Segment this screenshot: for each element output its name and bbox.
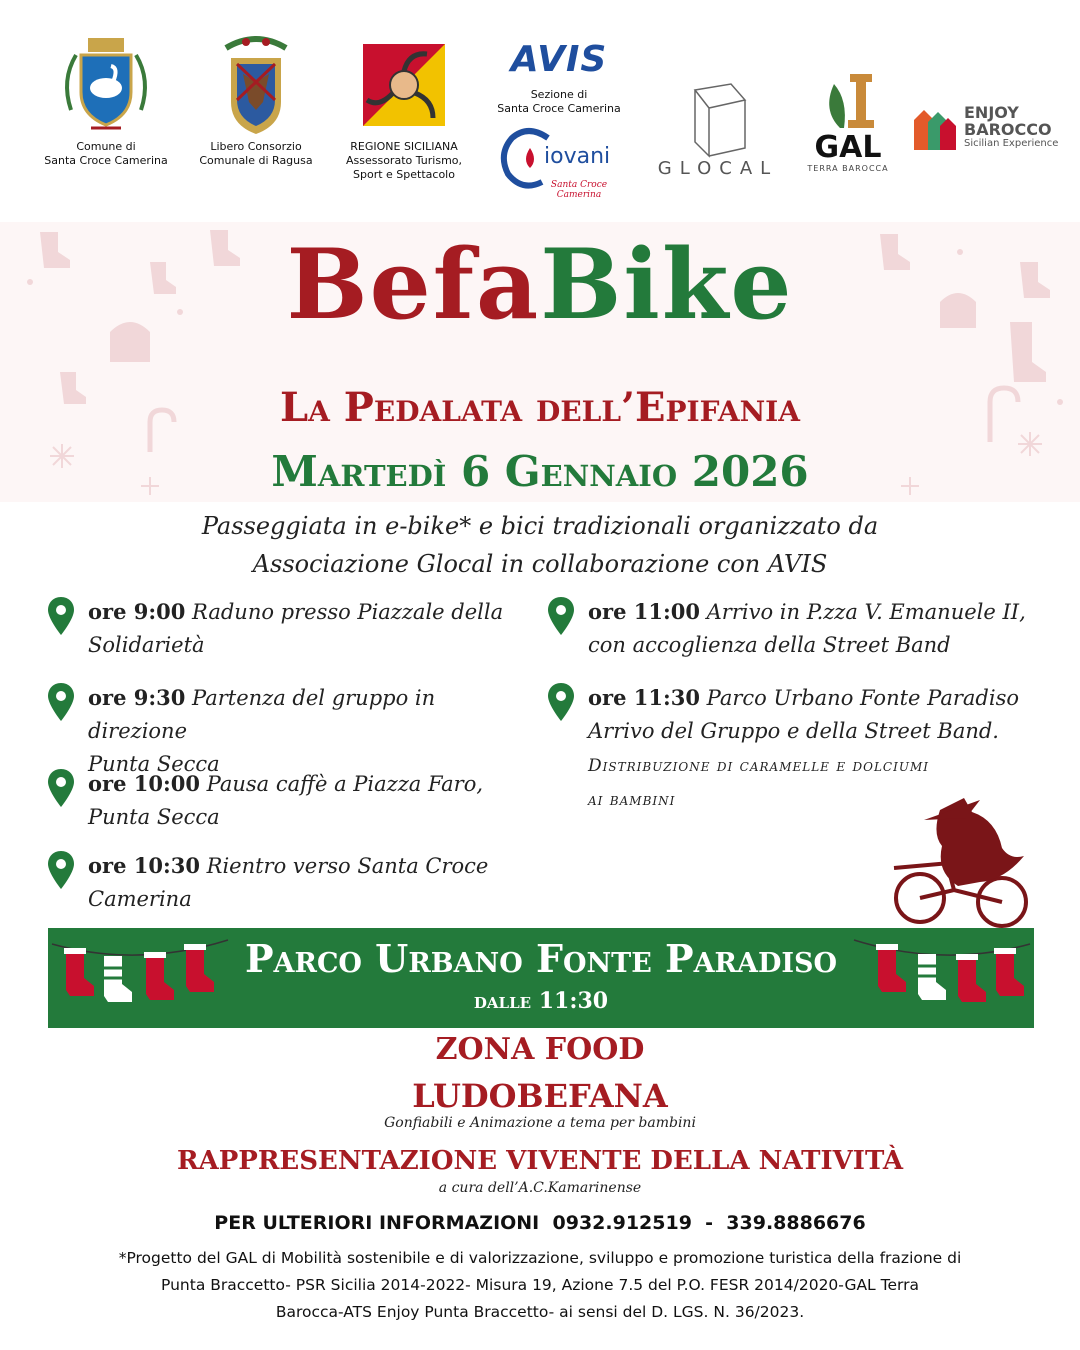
schedule-note: ai bambini — [588, 790, 676, 810]
park-banner — [48, 928, 1034, 1028]
logo-avis — [492, 40, 626, 204]
logo-consorzio — [192, 30, 320, 168]
giovani-logo — [492, 124, 626, 204]
schedule-desc: Pausa caffè a Piazza Faro, — [206, 772, 484, 796]
gal-brand: GAL — [814, 130, 882, 165]
schedule-time: ore 9:00 — [88, 599, 186, 624]
schedule-time: ore 11:30 — [588, 685, 700, 710]
gal-leaf-icon — [818, 70, 878, 132]
contact-label: PER ULTERIORI INFORMAZIONI — [214, 1212, 540, 1234]
schedule-desc: Arrivo in P.zza V. Emanuele II, — [706, 600, 1026, 624]
location-pin-icon — [48, 769, 74, 807]
contact-info — [0, 1212, 1080, 1234]
schedule-time: ore 9:30 — [88, 685, 186, 710]
enjoy-line3: Sicilian Experience — [964, 138, 1059, 149]
banner-subtitle: dalle 11:30 — [473, 988, 609, 1014]
enjoy-line1: ENJOY — [964, 103, 1019, 122]
consorzio-caption-1: Libero Consorzio — [210, 140, 302, 153]
schedule-time: ore 11:00 — [588, 599, 700, 624]
footnote-line-1: *Progetto del GAL di Mobilità sostenibile e di valorizzazione, sviluppo e promozione turistica della frazione di — [118, 1249, 962, 1267]
intro-line-1: Passeggiata in e-bike* e bici tradizionali organizzato da — [201, 512, 879, 540]
title-bike: Bike — [540, 228, 794, 341]
schedule-desc: Solidarietà — [88, 633, 205, 657]
glocal-cube-icon — [683, 80, 753, 160]
comune-caption-2: Santa Croce Camerina — [44, 154, 168, 167]
avis-brand: AVIS — [510, 39, 608, 80]
phone-1: 0932.912519 — [552, 1212, 692, 1234]
schedule-desc: Punta Secca — [88, 752, 220, 776]
zona-food: ZONA FOOD — [435, 1032, 645, 1067]
location-pin-icon — [48, 851, 74, 889]
comune-crest-icon — [51, 30, 161, 140]
logo-comune — [42, 30, 170, 168]
schedule-desc: Arrivo del Gruppo e della Street Band. — [588, 719, 999, 743]
footnote-line-3: Barocca-ATS Enjoy Punta Braccetto- ai sensi del D. LGS. N. 36/2023. — [275, 1303, 805, 1321]
schedule-desc: Partenza del gruppo in direzione — [88, 686, 436, 743]
schedule-item-3 — [88, 767, 538, 834]
nativita-desc: a cura dell’A.C.Kamarinense — [438, 1180, 642, 1196]
nativita: RAPPRESENTAZIONE VIVENTE DELLA NATIVITÀ — [176, 1146, 904, 1176]
avis-caption-2: Santa Croce Camerina — [497, 102, 621, 115]
location-pin-icon — [548, 683, 574, 721]
title-befa: Befa — [286, 228, 541, 341]
gal-sub: TERRA BAROCCA — [807, 164, 889, 173]
banner-title: Parco Urbano Fonte Paradiso — [244, 936, 838, 981]
footnote-line-2: Punta Braccetto- PSR Sicilia 2014-2022- Misura 19, Azione 7.5 del P.O. FESR 2014/2020-GAL Terra — [161, 1276, 919, 1294]
subtitle: La Pedalata dell’Epifania — [280, 384, 800, 431]
schedule-time: ore 10:30 — [88, 853, 200, 878]
logo-gal — [800, 70, 896, 173]
phone-2: 339.8886676 — [726, 1212, 866, 1234]
schedule-item-1 — [88, 595, 538, 662]
location-pin-icon — [48, 683, 74, 721]
schedule-item-4 — [88, 849, 538, 916]
logo-regione — [340, 30, 468, 182]
enjoy-line2: BAROCCO — [964, 120, 1052, 139]
schedule-desc: con accoglienza della Street Band — [588, 633, 951, 657]
intro-text — [0, 507, 1080, 583]
befana-bike-icon — [884, 790, 1034, 930]
schedule-note: Distribuzione di caramelle e dolciumi — [588, 756, 929, 776]
schedule-item-2 — [88, 681, 538, 781]
schedule-desc: Rientro verso Santa Croce — [206, 854, 489, 878]
giovani-text: iovani — [544, 144, 611, 169]
schedule-desc: Camerina — [88, 887, 192, 911]
logo-glocal — [648, 80, 788, 179]
schedule-desc: Parco Urbano Fonte Paradiso — [706, 686, 1019, 710]
giovani-sub: Santa Croce Camerina — [550, 180, 608, 200]
enjoy-barocco-icon — [910, 102, 960, 152]
regione-caption-2: Assessorato Turismo, — [345, 154, 463, 167]
schedule-item-5 — [588, 595, 1058, 662]
ludobefana-desc: Gonfiabili e Animazione a tema per bambini — [384, 1115, 696, 1131]
location-pin-icon — [548, 597, 574, 635]
schedule-desc: Raduno presso Piazzale della — [192, 600, 504, 624]
avis-caption-1: Sezione di — [530, 88, 588, 101]
event-date: Martedì 6 Gennaio 2026 — [271, 447, 809, 496]
schedule-time: ore 10:00 — [88, 771, 200, 796]
intro-line-2: Associazione Glocal in collaborazione con AVIS — [252, 550, 828, 578]
regione-caption-3: Sport e Spettacolo — [353, 168, 455, 181]
main-title — [0, 228, 1080, 341]
consorzio-caption-2: Comunale di Ragusa — [199, 154, 313, 167]
glocal-brand: GLOCAL — [657, 158, 779, 179]
trinacria-icon — [349, 30, 459, 140]
regione-caption-1: REGIONE SICILIANA — [350, 140, 458, 153]
comune-caption-1: Comune di — [76, 140, 136, 153]
footnote — [30, 1245, 1050, 1326]
location-pin-icon — [48, 597, 74, 635]
schedule-desc: Punta Secca — [88, 805, 220, 829]
ludobefana: LUDOBEFANA — [412, 1077, 668, 1115]
consorzio-crest-icon — [201, 30, 311, 140]
phone-separator: - — [705, 1212, 714, 1234]
